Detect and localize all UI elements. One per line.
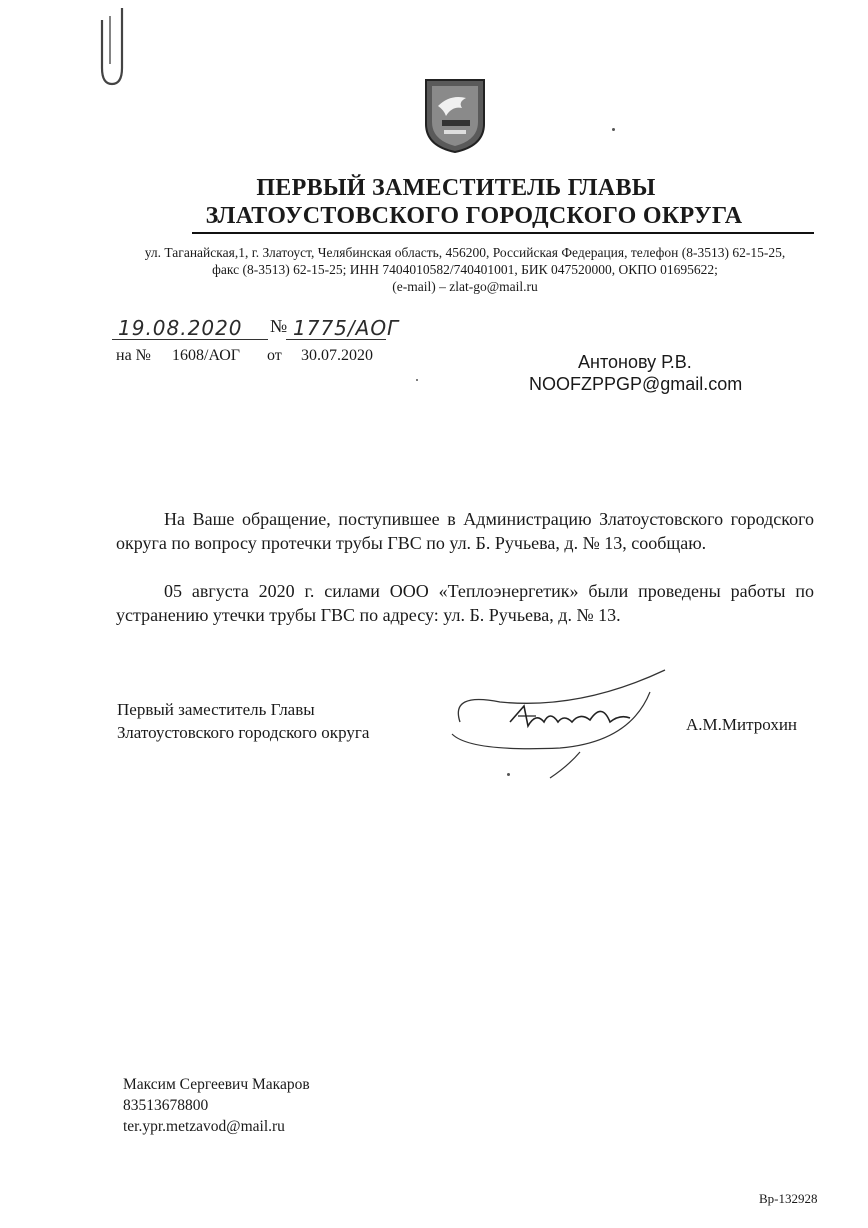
body-paragraph-1: На Ваше обращение, поступившее в Администрацию Златоустовского городского округа по вопросу протечки трубы ГВС по ул. Б. Ручьева, д. № 13, сообщаю. bbox=[116, 509, 814, 553]
document-code: Вр-132928 bbox=[759, 1191, 818, 1206]
reference-date-label: от bbox=[267, 347, 282, 364]
body-paragraph-2: 05 августа 2020 г. силами ООО «Теплоэнергетик» были проведены работы по устранению утечки трубы ГВС по адресу: ул. Б. Ручьева, д. № 13. bbox=[116, 581, 814, 625]
scan-speck bbox=[507, 773, 510, 776]
letterhead-divider bbox=[192, 232, 814, 234]
reference-number-label: на № bbox=[116, 347, 151, 364]
letterhead-title-line1: ПЕРВЫЙ ЗАМЕСТИТЕЛЬ ГЛАВЫ bbox=[256, 175, 656, 201]
registration-date-underline bbox=[112, 339, 268, 340]
addressee-name: Антонову Р.В. bbox=[578, 352, 692, 372]
registration-number-underline bbox=[286, 339, 386, 340]
signatory-name: А.М.Митрохин bbox=[686, 715, 798, 734]
signatory-role-line1: Первый заместитель Главы bbox=[117, 700, 315, 719]
letterhead-address-line2: факс (8-3513) 62-15-25; ИНН 7404010582/740401001, БИК 047520000, ОКПО 01695622; bbox=[212, 262, 718, 277]
reference-number: 1608/АОГ bbox=[172, 347, 241, 364]
reference-date: 30.07.2020 bbox=[301, 347, 373, 364]
handwritten-signature bbox=[440, 662, 680, 782]
registration-date: 19.08.2020 bbox=[118, 316, 243, 340]
registration-number: 1775/АОГ bbox=[293, 316, 400, 340]
executor-email: ter.ypr.metzavod@mail.ru bbox=[123, 1118, 285, 1135]
city-coat-of-arms-icon bbox=[418, 76, 492, 154]
registration-number-sign: № bbox=[270, 316, 288, 336]
executor-phone: 83513678800 bbox=[123, 1097, 209, 1114]
letterhead-address-line1: ул. Таганайская,1, г. Златоуст, Челябинская область, 456200, Российская Федерация, телефон (8-3513) 62-15-25, bbox=[144, 245, 786, 260]
scan-speck bbox=[612, 128, 615, 131]
letterhead-title-line2: ЗЛАТОУСТОВСКОГО ГОРОДСКОГО ОКРУГА bbox=[205, 203, 743, 229]
signatory-role-line2: Златоустовского городского округа bbox=[117, 723, 370, 742]
letterhead-address-line3: (e-mail) – zlat-go@mail.ru bbox=[392, 279, 538, 294]
addressee-email: NOOFZPPGP@gmail.com bbox=[529, 374, 743, 394]
executor-name: Максим Сергеевич Макаров bbox=[123, 1076, 310, 1093]
scan-speck bbox=[416, 379, 418, 381]
paperclip-icon bbox=[92, 6, 138, 90]
